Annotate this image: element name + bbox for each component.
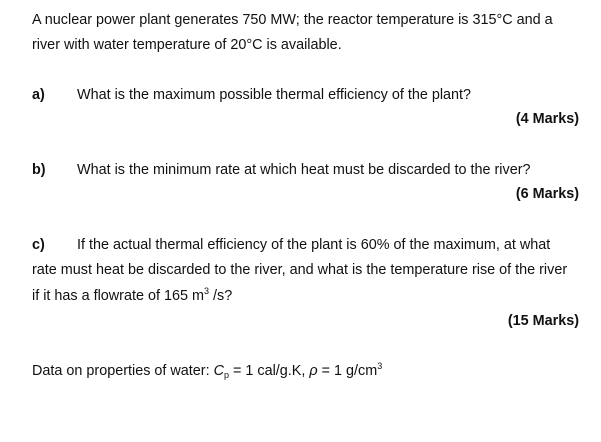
density-unit-exponent: 3 bbox=[377, 361, 383, 371]
question-b-marks: (6 Marks) bbox=[515, 186, 579, 202]
question-a-marks: (4 Marks) bbox=[515, 111, 579, 127]
question-c-flowrate-suffix: /s? bbox=[209, 288, 233, 304]
heat-capacity-symbol: C bbox=[213, 363, 224, 379]
question-c-text-line-1: If the actual thermal efficiency of the plant is 60% of the maximum, at what bbox=[77, 237, 551, 253]
question-a-text: What is the maximum possible thermal efficiency of the plant? bbox=[77, 87, 472, 103]
question-c-label: c) bbox=[32, 237, 45, 253]
question-b-text: What is the minimum rate at which heat must be discarded to the river? bbox=[77, 162, 531, 178]
question-c-marks: (15 Marks) bbox=[507, 313, 579, 329]
intro-line-2: river with water temperature of 20°C is available. bbox=[32, 37, 342, 53]
water-properties-note bbox=[32, 363, 382, 379]
question-b-label: b) bbox=[32, 162, 46, 178]
density-symbol: ρ bbox=[309, 363, 318, 379]
density-value: = 1 g/cm bbox=[317, 363, 378, 379]
question-c-flowrate-prefix: if it has a flowrate of 165 m bbox=[32, 288, 204, 304]
heat-capacity-value: = 1 cal/g.K, bbox=[229, 363, 310, 379]
water-properties-prefix: Data on properties of water: bbox=[32, 363, 214, 379]
question-c-flowrate-exponent: 3 bbox=[203, 286, 209, 296]
heat-capacity-subscript: p bbox=[223, 370, 229, 380]
question-a-label: a) bbox=[32, 87, 45, 103]
intro-line-1: A nuclear power plant generates 750 MW; the reactor temperature is 315°C and a bbox=[32, 12, 553, 28]
question-c-text-line-2: rate must heat be discarded to the river, and what is the temperature rise of the river bbox=[32, 262, 568, 278]
question-c-text-line-3 bbox=[32, 288, 232, 304]
